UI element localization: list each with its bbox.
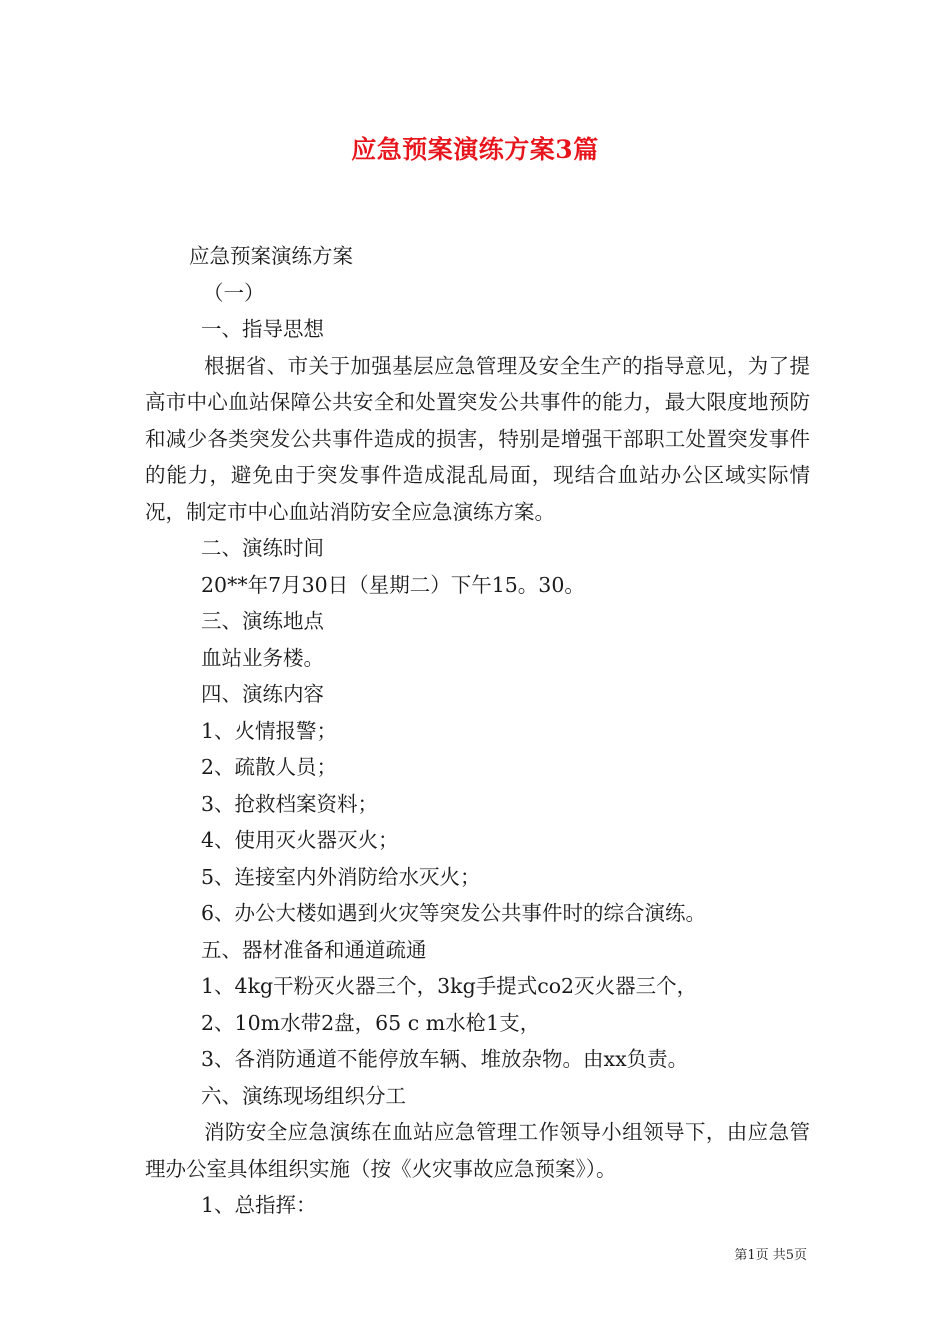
list-item: 2、10m水带2盘，65 c m水枪1支， [201,1010,541,1035]
list-item: 1、总指挥： [201,1193,317,1217]
section-heading: 一、指导思想 [201,317,324,341]
list-item: 6、办公大楼如遇到火灾等突发公共事件时的综合演练。 [201,901,707,925]
text-line: 血站业务楼。 [201,645,324,670]
page-number: 第1页 共5页 [734,1248,807,1263]
paragraph: 根据省、市关于加强基层应急管理及安全生产的指导意见，为了提高市中心血站保障公共安全和处置突发公共事件的能力，最大限度地预防和减少各类突发公共事件造成的损害，特别是增强干部职工处置突发事件的能力，避免由于突发事件造成混乱局面，现结合血站办公区域实际情况，制定市中心血站消防安全应急演练方案。 [145,353,810,524]
section-heading: 六、演练现场组织分工 [201,1083,406,1108]
list-item: 1、火情报警； [201,718,338,743]
document-body [145,238,810,1224]
list-item: 2、疏散人员； [201,755,338,779]
section-heading: 二、演练时间 [201,536,324,560]
text-line: 20**年7月30日（星期二）下午15。30。 [201,572,585,597]
part-label: （一） [203,280,265,305]
section-heading: 应急预案演练方案 [189,244,353,268]
list-item: 5、连接室内外消防给水灭火； [201,864,481,889]
list-item: 3、各消防通道不能停放车辆、堆放杂物。由xx负责。 [201,1047,689,1071]
section-heading: 三、演练地点 [201,609,324,633]
document-title: 应急预案演练方案3篇 [351,135,599,164]
section-heading: 五、器材准备和通道疏通 [201,937,427,962]
list-item: 1、4kg干粉灭火器三个，3kg手提式co2灭火器三个， [201,974,698,998]
list-item: 3、抢救档案资料； [201,791,379,816]
section-heading: 四、演练内容 [201,682,324,706]
paragraph: 消防安全应急演练在血站应急管理工作领导小组领导下，由应急管理办公室具体组织实施（按《火灾事故应急预案》）。 [145,1120,810,1181]
list-item: 4、使用灭火器灭火； [201,828,399,852]
